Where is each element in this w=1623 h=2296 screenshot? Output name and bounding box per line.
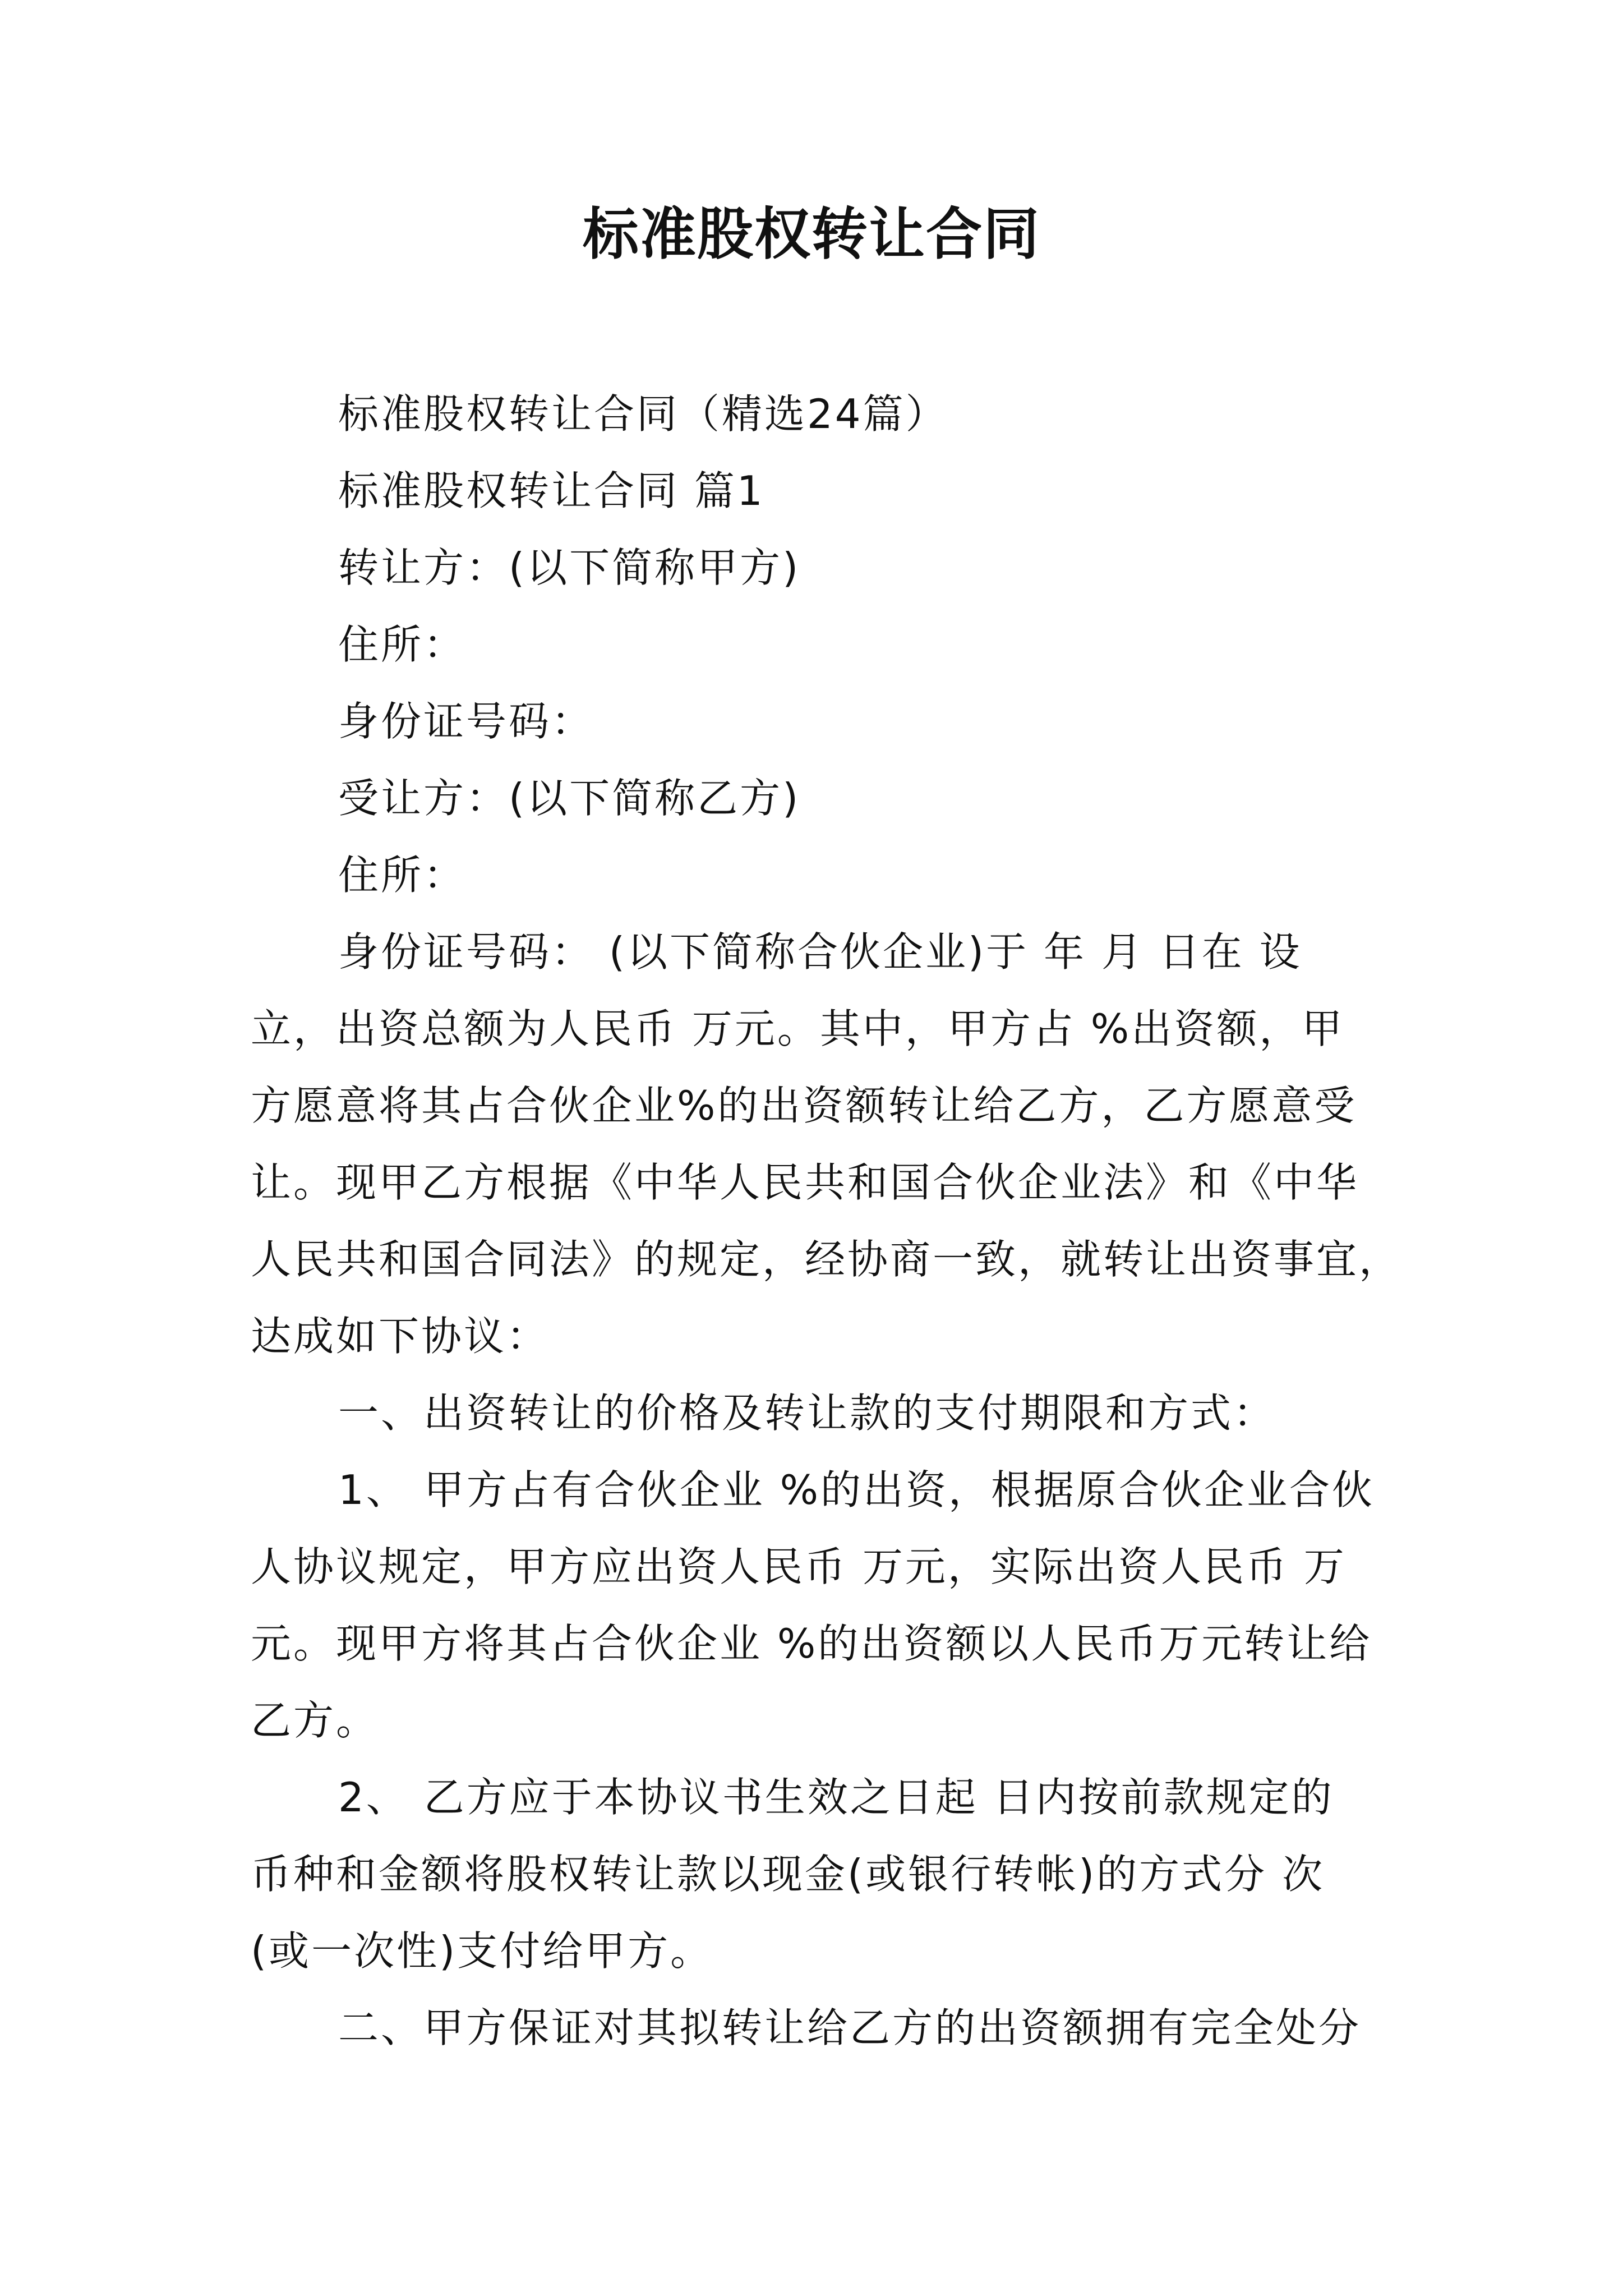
text-line: 立，出资总额为人民币 万元。其中，甲方占 %出资额，甲: [251, 1005, 1345, 1052]
text-line: 受让方：(以下简称乙方): [338, 775, 801, 822]
text-line: 币种和金额将股权转让款以现金(或银行转帐)的方式分 次: [251, 1851, 1325, 1898]
text-line: 身份证号码：: [338, 698, 594, 745]
text-line: 身份证号码： (以下简称合伙企业)于 年 月 日在 设: [338, 928, 1302, 976]
text-line: 让。现甲乙方根据《中华人民共和国合伙企业法》和《中华: [251, 1159, 1359, 1206]
text-line: 2、 乙方应于本协议书生效之日起 日内按前款规定的: [338, 1774, 1334, 1821]
text-line: 转让方：(以下简称甲方): [338, 544, 801, 591]
document-title: 标准股权转让合同: [583, 201, 1040, 267]
text-line: 住所：: [338, 621, 467, 668]
text-line: 乙方。: [251, 1697, 379, 1744]
document-body: [251, 376, 1402, 2067]
text-line: 标准股权转让合同（精选24篇）: [338, 390, 948, 438]
text-line: 住所：: [338, 852, 467, 899]
text-line: (或一次性)支付给甲方。: [251, 1927, 713, 1975]
text-line: 1、 甲方占有合伙企业 %的出资，根据原合伙企业合伙: [338, 1466, 1375, 1513]
text-line: 标准股权转让合同 篇1: [338, 467, 765, 514]
text-line: 二、甲方保证对其拟转让给乙方的出资额拥有完全处分: [338, 2004, 1362, 2051]
text-line: 达成如下协议：: [251, 1313, 550, 1360]
text-line: 人协议规定，甲方应出资人民币 万元，实际出资人民币 万: [251, 1543, 1347, 1590]
text-line: 元。现甲方将其占合伙企业 %的出资额以人民币万元转让给: [251, 1620, 1372, 1667]
text-line: 一、出资转让的价格及转让款的支付期限和方式：: [338, 1389, 1276, 1437]
text-line: 方愿意将其占合伙企业%的出资额转让给乙方，乙方愿意受: [251, 1082, 1357, 1129]
text-line: 人民共和国合同法》的规定，经协商一致，就转让出资事宜，: [251, 1236, 1402, 1283]
